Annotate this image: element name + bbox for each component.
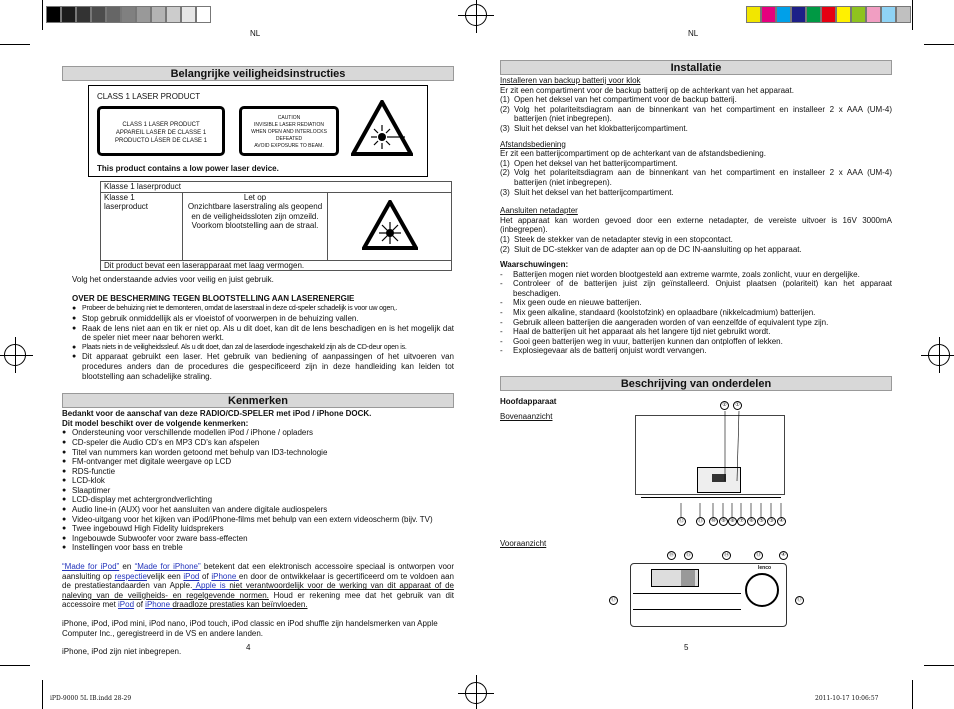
callout-marker: ⑮ [685, 552, 691, 558]
list-item-text: CD-speler die Audio CD’s en MP3 CD’s kan afspelen [72, 437, 260, 447]
dash-marker: - [500, 298, 503, 308]
step-number: (3) [500, 123, 510, 133]
laser-class-line: APPAREIL LASER DE CLASSE 1 [115, 130, 207, 136]
list-item [62, 524, 454, 534]
ipod-link[interactable]: iPod [118, 600, 135, 610]
list-item [62, 543, 454, 553]
list-item [62, 505, 454, 515]
step-number: (2) [500, 244, 510, 254]
laser-class-line: PRODUCTO LÁSER DE CLASE 1 [115, 138, 207, 144]
list-item-text: Dit apparaat gebruikt een laser. Het gebruik van bediening of aanpassingen of het uitvoeren van procedures anders dan de procedures die gespecificeerd zijn in deze handleiding kan leiden tot blootstelling aan schadelijke straling. [82, 352, 454, 381]
callout-marker: ⑭ [723, 552, 729, 558]
list-item [62, 534, 454, 544]
list-item [500, 95, 892, 105]
bullet-icon: ● [62, 448, 67, 456]
text-span: of [199, 571, 212, 581]
crop-mark [42, 680, 43, 709]
laser-label-bottom: This product contains a low power laser device. [97, 164, 279, 173]
list-item: ● Probeer de behuizing niet te demonteren, omdat de laserstraal in deze cd-speler schadelijk is voor uw ogen,. [72, 305, 398, 313]
callout-marker: ③ [767, 517, 776, 526]
list-item [500, 346, 892, 356]
list-item-text: Gooi geen batterijen weg in vuur, batterijen kunnen dan ontploffen of lekken. [513, 336, 783, 346]
list-item [500, 270, 892, 280]
list-item [62, 457, 454, 467]
color-swatch [151, 6, 166, 23]
dash-marker: - [500, 279, 503, 289]
list-item [62, 438, 454, 448]
list-item [500, 279, 892, 298]
features-heading: Kenmerken [62, 393, 454, 408]
list-item-text: Open het deksel van het compartiment voor de backup batterij. [514, 95, 737, 105]
text-span: niet verantwoordelijk voor de werking van dit apparaat of de naleving van de veiligheids- en regelgevende normen. [62, 581, 455, 600]
dash-marker: - [500, 317, 503, 327]
color-swatch [746, 6, 761, 23]
language-label-right: NL [688, 29, 699, 38]
front-callout: ⑰ [796, 597, 802, 603]
caution-line: AVOID EXPOSURE TO BEAM. [254, 143, 324, 149]
list-item [62, 448, 454, 458]
bullet-icon: ● [62, 506, 67, 514]
list-item: ● Dit apparaat gebruikt een laser. Het gebruik van bediening of aanpassingen of het uitvoeren van procedures anders dan de procedures die gespecificeerd zijn in deze handleiding kan leiden tot blootstelling aan schadelijke straling. [72, 352, 454, 381]
laser-label-image [88, 85, 428, 177]
color-swatch [791, 6, 806, 23]
caution-line: WHEN OPEN AND INTERLOCKS [251, 129, 327, 135]
list-item-text: Batterijen mogen niet worden blootgesteld aan extreme warmte, zoals zonlicht, vuur en dergelijke. [513, 269, 860, 279]
list-item-text: Controleer of de batterijen juist zijn geïnstalleerd. Onjuist plaatsen (polariteit) kan het apparaat beschadigen. [513, 279, 892, 298]
made-for-ipod-link[interactable]: “Made for iPod” [62, 562, 120, 572]
power-intro: Het apparaat kan worden gevoed door een externe netadapter, de vereiste uitvoer is 16V 3000mA (inbegrepen). [500, 215, 892, 235]
list-item-text: Stop gebruik onmiddellijk als er vloeistof of voorwerpen in de behuizing vallen. [82, 313, 359, 323]
list-item [62, 467, 454, 477]
page-number-right: 5 [684, 643, 689, 652]
safety-heading: Belangrijke veiligheidsinstructies [62, 66, 454, 81]
list-item [62, 486, 454, 496]
callout-marker: ④ [779, 551, 788, 560]
footer-date: 2011-10-17 10:06:57 [815, 695, 879, 702]
front-brand: lenco [758, 565, 772, 571]
list-item-text: Ingebouwde Subwoofer voor zware bass-effecten [72, 533, 248, 543]
list-item-text: Plaats niets in de veiligheidssleuf. Als u dit doet, dan zal de laserdiode ingeschakeld zijn als de CD-deur open is. [82, 343, 407, 351]
color-swatch [866, 6, 881, 23]
callout-marker: ① [733, 401, 742, 410]
dash-marker: - [500, 327, 503, 337]
laser-class-panel [97, 106, 225, 156]
list-item [500, 337, 892, 347]
trademark-text: iPhone, iPod, iPod mini, iPod nano, iPod touch, iPod classic en iPod shuffle zijn handelsmerken van Apple Computer Inc., geregistreerd in de VS en andere landen. [62, 619, 438, 638]
callout-marker: ⑬ [755, 552, 761, 558]
warnings-list [500, 270, 892, 356]
not-included-text: iPhone, iPod zijn niet inbegrepen. [62, 647, 182, 657]
made-for-iphone-link[interactable]: “Made for iPhone” [134, 562, 201, 572]
list-item-text: Mix geen alkaline, standaard (koolstofzink) en oplaadbare (nikkelcadmium) batterijen. [513, 308, 816, 318]
list-item: ● Plaats niets in de veiligheidssleuf. Als u dit doet, dan zal de laserdiode ingeschakeld zijn als de CD-deur open is. [72, 343, 407, 351]
color-swatch [166, 6, 181, 23]
advice-text: Volg het onderstaande advies voor veilig en juist gebruik. [72, 275, 274, 285]
list-item [500, 235, 892, 245]
list-item-text: LCD-klok [72, 476, 105, 486]
dash-marker: - [500, 346, 503, 356]
warnings-heading: Waarschuwingen: [500, 260, 569, 270]
registration-mark-top [465, 4, 487, 26]
list-item [500, 124, 892, 134]
callout-marker: ⑨ [719, 517, 728, 526]
laser-table [100, 181, 452, 271]
color-calibration-bar [746, 6, 911, 23]
list-item-text: Ondersteuning voor verschillende modellen iPod / iPhone / opladers [72, 428, 314, 438]
iphone-link[interactable]: iPhone [145, 600, 173, 610]
laser-table-text: Voorkom blootstelling aan de straal. [191, 221, 319, 231]
list-item-text: Slaaptimer [72, 485, 111, 495]
list-item-text: Sluit het deksel van het klokbatterijcompartiment. [514, 123, 688, 133]
protection-heading: OVER DE BESCHERMING TEGEN BLOOTSTELLING AAN LASERENERGIE [72, 293, 355, 303]
mfi-paragraph [62, 562, 454, 610]
laser-table-cell: Dit product bevat een laserapparaat met laag vermogen. [101, 260, 452, 271]
text-span: of [134, 600, 146, 610]
laser-table-text: Onzichtbare laserstraling als geopend en de veiligheidssloten zijn omzeild. [187, 202, 323, 221]
list-item [500, 308, 892, 318]
list-item-text: Twee ingebouwd High Fidelity luidsprekers [72, 524, 224, 534]
color-swatch [896, 6, 911, 23]
registration-mark-bottom [465, 682, 487, 704]
text-span: en door de ontwikkelaar is gecertificeerd om te voldoen aan de prestatiestandaarden van Apple. [62, 571, 455, 591]
callout-marker: ④ [777, 517, 786, 526]
apple-link[interactable]: Apple is [192, 581, 230, 591]
laser-table-text: Let op [243, 192, 267, 202]
caution-line: CAUTION [277, 115, 301, 121]
link[interactable]: respectie [114, 571, 147, 581]
remote-intro: Er zit een batterijcompartiment op de achterkant van de afstandsbediening. [500, 149, 766, 159]
laser-label-top: CLASS 1 LASER PRODUCT [97, 92, 201, 101]
color-swatch [106, 6, 121, 23]
laser-warning-icon [362, 200, 418, 250]
list-item-text: Open het deksel van het batterijcompartiment. [514, 158, 678, 168]
parts-heading: Beschrijving van onderdelen [500, 376, 892, 391]
dash-marker: - [500, 269, 503, 279]
bullet-icon: ● [62, 458, 67, 466]
backup-steps [500, 95, 892, 133]
main-unit-label: Hoofdapparaat [500, 397, 557, 407]
callout-marker: ⑦ [737, 517, 746, 526]
iphone-link[interactable]: iPhone [211, 571, 239, 581]
bullet-icon: ● [62, 429, 67, 437]
color-swatch [61, 6, 76, 23]
list-item-text: Explosiegevaar als de batterij onjuist wordt vervangen. [513, 346, 707, 356]
front-dock [681, 570, 695, 586]
color-swatch [91, 6, 106, 23]
list-item [62, 476, 454, 486]
list-item-text: Audio line-in (AUX) voor het aansluiten van andere digitale audiospelers [72, 505, 328, 515]
registration-mark-right [928, 344, 950, 366]
backup-intro: Er zit een compartiment voor de backup batterij op de achterkant van het apparaat. [500, 85, 794, 95]
power-heading: Aansluiten netadapter [500, 206, 578, 216]
callout-marker: ⑫ [678, 518, 684, 524]
features-intro: Bedankt voor de aanschaf van deze RADIO/CD-SPELER met iPod / iPhone DOCK. [62, 409, 372, 419]
remote-heading: Afstandsbediening [500, 139, 566, 149]
color-swatch [181, 6, 196, 23]
backup-heading: Installeren van backup batterij voor klok [500, 76, 641, 85]
list-item-text: Instellingen voor bass en treble [72, 543, 183, 553]
color-swatch [196, 6, 211, 23]
color-swatch [46, 6, 61, 23]
callout-marker: ⑩ [709, 517, 718, 526]
list-item [500, 105, 892, 124]
bullet-icon: ● [62, 486, 67, 494]
color-swatch [76, 6, 91, 23]
step-number: (1) [500, 234, 510, 244]
laser-table-cell: Klasse 1 laserproduct [101, 192, 183, 260]
callout-marker: ⑤ [757, 517, 766, 526]
color-swatch [761, 6, 776, 23]
protection-list [72, 304, 454, 381]
list-item-text: Raak de lens niet aan en tik er niet op. Als u dit doet, kan dit de lens beschadigen en is het mogelijk dat de speler niet meer naar behoren werkt. [82, 323, 454, 343]
front-callout: ⑰ [610, 597, 616, 603]
list-item [500, 188, 892, 198]
callout-marker: ⑧ [728, 517, 737, 526]
list-item-text: Video-uitgang voor het kijken van iPod/iPhone-films met behulp van een extern videoscherm (bijv. TV) [72, 514, 433, 524]
crop-mark [912, 680, 913, 709]
color-swatch [881, 6, 896, 23]
front-view-label: Vooraanzicht [500, 539, 547, 549]
list-item-text: Sluit het deksel van het batterijcompartiment. [514, 187, 674, 197]
color-swatch [836, 6, 851, 23]
list-item: ● Stop gebruik onmiddellijk als er vloeistof of voorwerpen in de behuizing vallen. [72, 313, 359, 323]
dash-marker: - [500, 336, 503, 346]
list-item: ● Raak de lens niet aan en tik er niet op. Als u dit doet, kan dit de lens beschadigen en is het mogelijk dat de speler niet meer naar behoren werkt. [72, 323, 454, 343]
power-steps [500, 235, 892, 254]
bullet-icon: ● [62, 467, 67, 475]
volume-knob [745, 573, 779, 607]
caution-line: DEFEATED [275, 136, 303, 142]
ipod-link[interactable]: iPod [183, 571, 200, 581]
bullet-icon: ● [62, 515, 67, 523]
color-swatch [776, 6, 791, 23]
list-item-text: LCD-display met achtergrondverlichting [72, 495, 213, 505]
list-item-text: Probeer de behuizing niet te demonteren, omdat de laserstraal in deze cd-speler schadelijk is voor uw ogen,. [82, 305, 398, 313]
caution-line: INVISIBLE LASER REDIATION [254, 122, 324, 128]
step-number: (2) [500, 104, 510, 114]
list-item-text: Haal de batterijen uit het apparaat als het langere tijd niet gebruikt wordt. [513, 327, 771, 337]
bullet-icon: ● [62, 496, 67, 504]
list-item [500, 327, 892, 337]
remote-steps [500, 159, 892, 197]
color-swatch [121, 6, 136, 23]
install-heading: Installatie [500, 60, 892, 75]
list-item [500, 159, 892, 169]
list-item-text: RDS-functie [72, 466, 116, 476]
crop-mark [912, 0, 913, 30]
list-item [62, 428, 454, 438]
step-number: (1) [500, 158, 510, 168]
color-swatch [821, 6, 836, 23]
text-span: Houd er rekening mee dat het gebruik van dit accessoire met [62, 590, 455, 610]
list-item [500, 298, 892, 308]
registration-mark-left [4, 344, 26, 366]
bullet-icon: ● [62, 534, 67, 542]
list-item [62, 495, 454, 505]
bullet-icon: ● [62, 477, 67, 485]
footer-file: iPD-9000 5L IB.indd 28-29 [50, 695, 132, 702]
list-item-text: Gebruik alleen batterijen die aangeraden worden of van eenzelfde of equivalent type zijn. [513, 317, 829, 327]
top-view-diagram [625, 397, 795, 537]
laser-table-cell: Klasse 1 laserproduct [101, 182, 452, 193]
callout-marker: ⑱ [668, 552, 674, 558]
color-swatch [136, 6, 151, 23]
callout-marker: ② [720, 401, 729, 410]
left-page [62, 66, 454, 657]
list-item [500, 168, 892, 187]
bullet-icon: ● [62, 544, 67, 552]
list-item [500, 245, 892, 255]
laser-warning-icon [351, 100, 413, 156]
callout-marker: ⑪ [697, 518, 703, 524]
list-item-text: Volg het polariteitsdiagram aan de binnenkant van het compartiment en installeer 2 x AAA (UM-4) batterijen (niet inbegrepen). [514, 168, 892, 187]
text-span: draadloze prestaties kan beïnvloeden. [172, 600, 308, 610]
list-item [500, 318, 892, 328]
list-item-text: Steek de stekker van de netadapter stevig in een stopcontact. [514, 234, 733, 244]
callout-lines [625, 397, 795, 537]
list-item [62, 515, 454, 525]
text-span: velijk een [146, 571, 184, 581]
text-span: betekent dat een elektronisch accessoire speciaal is ontworpen voor aansluiting op [62, 562, 455, 581]
list-item-text: Titel van nummers kan worden getoond met behulp van ID3-technologie [72, 447, 328, 457]
laser-class-line: CLASS 1 LASER PRODUCT [122, 122, 200, 128]
features-list [62, 428, 454, 553]
front-view-diagram [610, 551, 802, 631]
list-item-text: Sluit de DC-stekker van de adapter aan op de DC IN-aansluiting op het apparaat. [514, 244, 802, 254]
list-item-text: FM-ontvanger met digitale weergave op LCD [72, 457, 232, 467]
bullet-icon: ● [62, 438, 67, 446]
caution-panel [239, 106, 339, 156]
gray-calibration-bar [46, 6, 211, 23]
list-item-text: Volg het polariteitsdiagram aan de binnenkant van het compartiment en installeer 2 x AAA (UM-4) batterijen (niet inbegrepen). [514, 104, 892, 124]
crop-mark [42, 0, 43, 30]
dash-marker: - [500, 308, 503, 318]
language-label-left: NL [250, 29, 261, 38]
callout-marker: ⑥ [747, 517, 756, 526]
color-swatch [806, 6, 821, 23]
step-number: (2) [500, 168, 510, 178]
text-span: en [119, 562, 135, 572]
crop-mark [0, 44, 30, 45]
page-number-left: 4 [246, 643, 251, 652]
crop-mark [924, 665, 954, 666]
color-swatch [851, 6, 866, 23]
crop-mark [0, 665, 30, 666]
features-intro: Dit model beschikt over de volgende kenmerken: [62, 418, 249, 428]
top-view-label: Bovenaanzicht [500, 411, 553, 421]
crop-mark [924, 44, 954, 45]
list-item-text: Mix geen oude en nieuwe batterijen. [513, 298, 642, 308]
step-number: (3) [500, 187, 510, 197]
bullet-icon: ● [62, 525, 67, 533]
step-number: (1) [500, 95, 510, 105]
